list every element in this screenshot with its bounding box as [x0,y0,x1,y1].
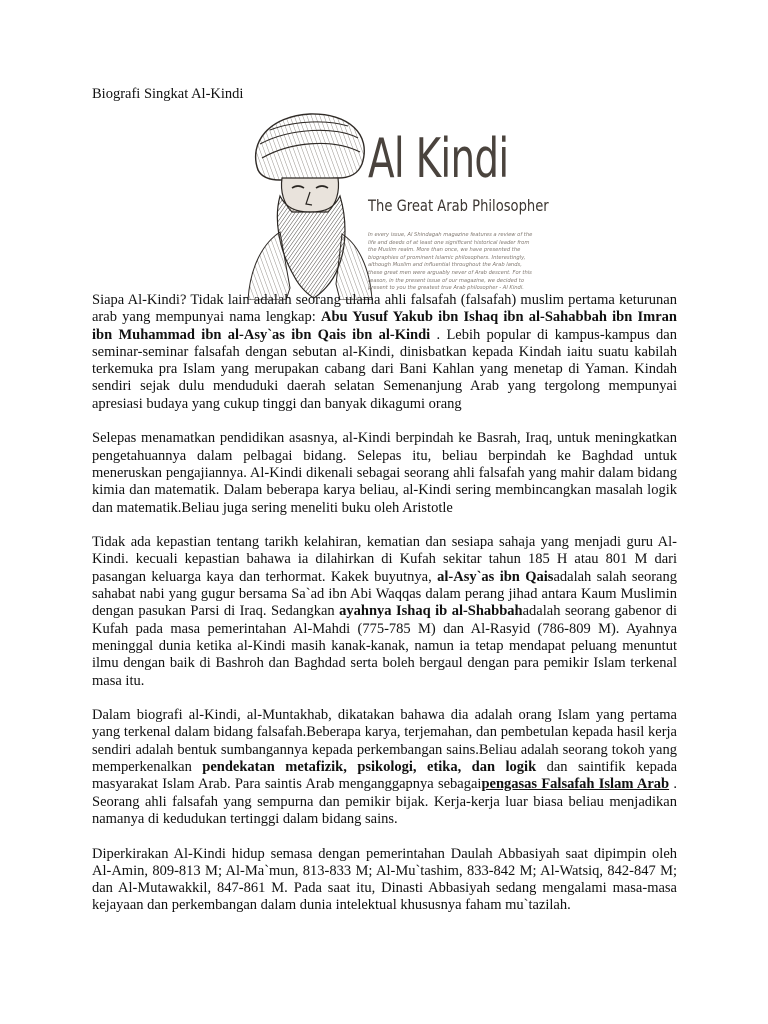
figure-name: Al Kindi [368,127,509,190]
paragraph-4 [92,707,677,828]
text-run: Siapa Al-Kindi? Tidak lain adalah seorang ulama ahli falsafah (falsafah) muslim pertama keturunan arab yang mempunyai nama lengkap: [92,292,677,326]
text-run: dan saintifik kepada masyarakat Islam Arab. Para saintis Arab menganggapnya sebagai [92,759,678,793]
grandfather-name-bold: al-Asy`as ibn Qais [437,568,554,585]
figure-caption [368,127,588,292]
figure-blurb: In every issue, Al Shindagah magazine features a review of the life and deeds of at least one significant historical leader from the Muslim realm. More than once, we have presented the biographies of prominent Islamic philosophers. Interestingly, although Muslim and influential throughout the Arab lands, these great men were arguably never of Arab descent. For this reason, in the present issue of our magazine, we decided to present to you the greatest true Arab philosopher - Al Kindi. [368,232,533,292]
text-run: . Seorang ahli falsafah yang sempurna dan pemikir bijak. Kerja-kerja luar biasa beliau menjadikan namanya di kedudukan tertinggi dalam bidang sains. [92,776,678,827]
paragraph-1 [92,292,677,413]
text-run: Diperkirakan Al-Kindi hidup semasa dengan pemerintahan Daulah Abbasiyah saat dipimpin oleh Al-Amin, 809-813 M; Al-Ma`mun, 813-833 M; Al-Mu`tashim, 833-842 M; Al-Watsiq, 842-847 M; dan Al-Mutawakkil, 847-861 M. Pada saat itu, Dinasti Abbasiyah sedang mengalami masa-masa kejayaan dan perkembangan dalam dunia intelektual khususnya faham mu`tazilah. [92,845,677,914]
paragraph-2 [92,430,677,516]
al-kindi-figure [240,108,549,300]
figure-subtitle: The Great Arab Philosopher [368,196,549,215]
text-run: Dalam biografi al-Kindi, al-Muntakhab, dikatakan bahawa dia adalah orang Islam yang pertama yang terkenal dalam bidang falsafah.Beberapa karya, terjemahan, dan pembetulan kepada hasil kerja sendiri adalah bentuk sumbangannya kepada perkembangan sains.Beliau adalah seorang tokoh yang memperkenalkan [92,707,677,776]
full-name-bold: Abu Yusuf Yakub ibn Ishaq ibn al-Sahabbah ibn Imran ibn Muhammad ibn al-Asy`as ibn Qais ibn al-Kindi [92,309,677,343]
paragraph-3 [92,534,677,690]
father-name-bold: ayahnya Ishaq ib al-Shabbah [339,603,523,620]
portrait-illustration-icon [240,108,380,300]
text-run: . Lebih popular di kampus-kampus dan seminar-seminar falsafah dengan sebutan al-Kindi, dinisbatkan kepada Kindah iaitu suatu kabilah terkemuka pra Islam yang merupakan cabang dari Bani Kahlan yang menetap di Yaman. Kindah sendiri sejak dulu menduduki daerah selatan Semenanjung Arab yang tergolong mempunyai apresiasi budaya yang cukup tinggi dan banyak dikagumi orang [92,326,677,412]
paragraph-5 [92,846,677,915]
text-run: Tidak ada kepastian tentang tarikh kelahiran, kematian dan sesiapa sahaja yang menjadi guru Al-Kindi. kecuali kepastian bahawa ia dilahirkan di Kufah sekitar tahun 185 H atau 801 M dari pasangan keluarga kaya dan terhormat. Kakek buyutnya, [92,534,677,585]
founder-title-bold: pengasas Falsafah Islam Arab [481,776,670,793]
article-body [92,292,677,932]
text-run: adalah salah seorang sahabat nabi yang gugur bersama Sa`ad ibn Abi Waqqas dalam perang jihad antara Kaum Muslimin dengan pasukan Parsi di Iraq. Sedangkan [92,568,677,620]
text-run: Selepas menamatkan pendidikan asasnya, al-Kindi berpindah ke Basrah, Iraq, untuk meningkatkan pengetahuannya dalam pelbagai bidang. Selepas itu, beliau berpindah ke Baghdad untuk meneruskan pengajiannya. Al-Kindi dikenali sebagai seorang ahli falsafah yang mahir dalam bidang kimia dan matematik. Dalam beberapa karya beliau, al-Kindi sering membincangkan masalah logik dan matematik.Beliau juga sering meneliti buku oleh Aristotle [92,430,677,516]
approach-bold: pendekatan metafizik, psikologi, etika, dan logik [202,759,537,776]
text-run: adalah seorang gabenor di Kufah pada masa pemerintahan Al-Mahdi (775-785 M) dan Al-Rasyid (786-809 M). Ayahnya meninggal dunia ketika al-Kindi masih kanak-kanak, namun ia tetap mendapat peluang menuntut ilmu dengan baik di Bashroh dan Baghdad serta boleh bergaul dengan para pemikir Islam terkenal masa itu. [92,603,677,689]
document-title: Biografi Singkat Al-Kindi [92,86,244,102]
